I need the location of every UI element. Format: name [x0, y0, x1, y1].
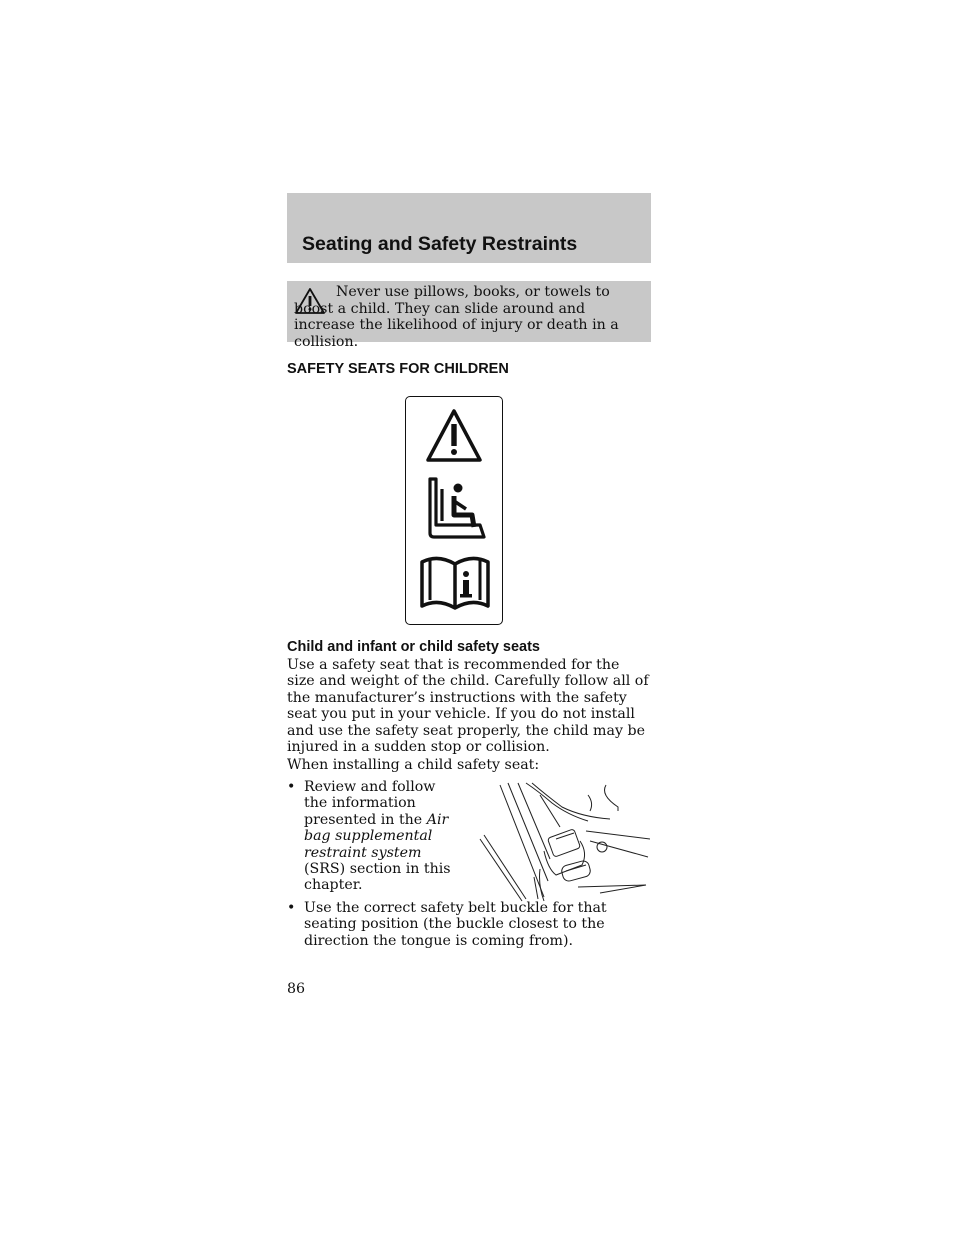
- subsection-heading: Child and infant or child safety seats: [287, 639, 540, 655]
- bullet-symbol: •: [287, 779, 296, 795]
- page-header: [287, 193, 651, 263]
- section-heading: SAFETY SEATS FOR CHILDREN: [287, 361, 509, 377]
- warning-box: [287, 281, 651, 350]
- list-item-text: Use the correct safety belt buckle for that seating position (the buckle closest to the direction the tongue is coming from).: [304, 900, 607, 949]
- list-item-text: Review and follow the information presented in the Air bag supplemental restraint system (SRS) section in this chapter.: [304, 779, 451, 894]
- warning-triangle-icon: [424, 407, 484, 465]
- page-title: Seating and Safety Restraints: [302, 233, 578, 255]
- safety-belt-buckle-illustration: [478, 781, 650, 905]
- warning-text: Never use pillows, books, or towels to boost a child. They can slide around and increase the likelihood of injury or death in a collision.: [294, 284, 619, 350]
- installing-intro: When installing a child safety seat:: [287, 757, 540, 773]
- body-paragraph: Use a safety seat that is recommended for the size and weight of the child. Carefully follow all of the manufacturer’s instructions with the safety seat you put in your vehicle. If you do not install and use the safety seat properly, the child may be injured in a sudden stop or collision.: [287, 657, 649, 756]
- safety-label-box: [405, 396, 503, 625]
- page-number: 86: [287, 981, 306, 997]
- bullet-symbol: •: [287, 900, 296, 916]
- owner-manual-icon: [418, 552, 492, 614]
- srs-reference: Air bag supplemental restraint system: [304, 811, 449, 861]
- child-seat-icon: [426, 475, 488, 547]
